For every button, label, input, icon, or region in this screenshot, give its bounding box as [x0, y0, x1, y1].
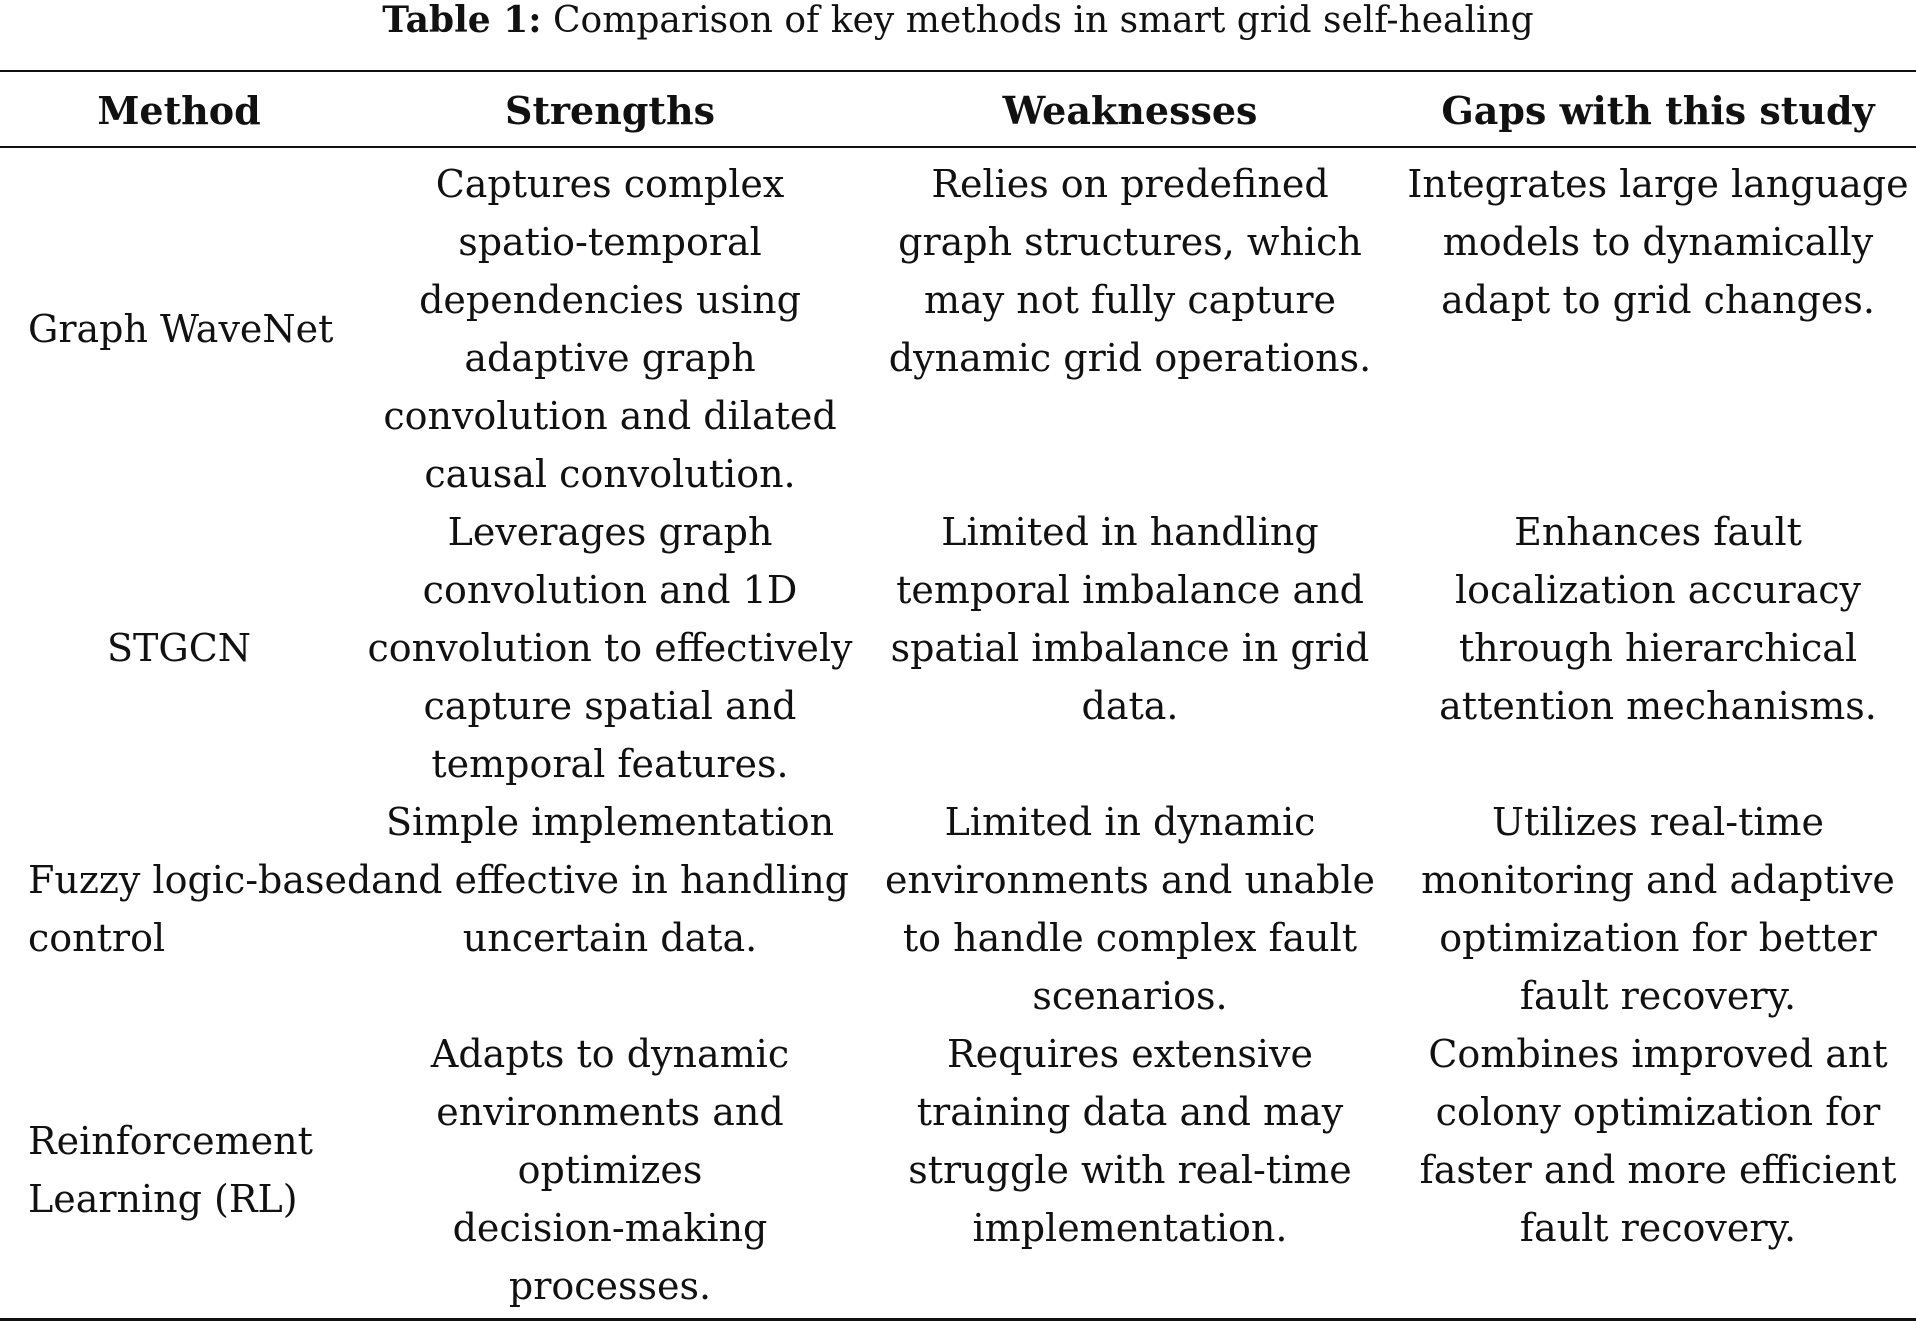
cell-line: adaptive graph: [464, 336, 756, 380]
cell-line: Combines improved ant: [1428, 1032, 1888, 1076]
cell-line: adapt to grid changes.: [1441, 278, 1875, 322]
cell-weaknesses: [870, 793, 1390, 1025]
cell-gaps: [1400, 1025, 1916, 1257]
cell-line: spatio-temporal: [458, 220, 762, 264]
cell-line: implementation.: [972, 1206, 1288, 1250]
cell-line: temporal imbalance and: [896, 568, 1364, 612]
cell-line: Fuzzy logic-based: [28, 858, 372, 902]
cell-line: Captures complex: [435, 162, 785, 206]
cell-line: Reinforcement: [28, 1119, 313, 1163]
cell-line: environments and: [436, 1090, 784, 1134]
cell-line: convolution and dilated: [383, 394, 837, 438]
cell-line: graph structures, which: [898, 220, 1362, 264]
cell-strengths: [360, 1025, 860, 1315]
cell-line: fault recovery.: [1519, 1206, 1797, 1250]
cell-line: Relies on predefined: [931, 162, 1329, 206]
cell-line: may not fully capture: [924, 278, 1336, 322]
cell-line: causal convolution.: [424, 452, 796, 496]
cell-line: Simple implementation: [385, 800, 835, 844]
table-caption-label: Table 1:: [382, 0, 542, 41]
cell-line: Requires extensive: [946, 1032, 1314, 1076]
cell-line: Integrates large language: [1407, 162, 1909, 206]
cell-line: Limited in dynamic: [944, 800, 1316, 844]
cell-line: training data and may: [916, 1090, 1344, 1134]
cell-method: [28, 851, 372, 967]
cell-line: colony optimization for: [1435, 1090, 1881, 1134]
cell-line: localization accuracy: [1454, 568, 1862, 612]
cell-line: Limited in handling: [941, 510, 1319, 554]
cell-line: dynamic grid operations.: [888, 336, 1372, 380]
cell-line: to handle complex fault: [902, 916, 1358, 960]
cell-line: Enhances fault: [1514, 510, 1802, 554]
header-weaknesses: Weaknesses: [1002, 88, 1258, 133]
cell-line: optimization for better: [1439, 916, 1877, 960]
cell-line: optimizes: [517, 1148, 703, 1192]
cell-line: dependencies using: [419, 278, 801, 322]
cell-method: [28, 300, 358, 358]
cell-strengths: [360, 793, 860, 967]
cell-line: data.: [1081, 684, 1179, 728]
table-header-rule: [0, 146, 1916, 148]
cell-line: Utilizes real-time: [1491, 800, 1825, 844]
cell-line: Graph WaveNet: [28, 307, 334, 351]
cell-line: capture spatial and: [423, 684, 797, 728]
cell-strengths: [360, 155, 860, 503]
cell-line: STGCN: [106, 626, 252, 670]
header-strengths: Strengths: [505, 88, 715, 133]
header-gaps: Gaps with this study: [1441, 88, 1875, 133]
cell-line: faster and more efficient: [1419, 1148, 1897, 1192]
cell-line: models to dynamically: [1442, 220, 1874, 264]
cell-line: convolution to effectively: [367, 626, 853, 670]
cell-line: fault recovery.: [1519, 974, 1797, 1018]
cell-gaps: [1400, 503, 1916, 735]
cell-weaknesses: [870, 1025, 1390, 1257]
cell-weaknesses: [870, 503, 1390, 735]
cell-strengths: [360, 503, 860, 793]
table-bottom-rule: [0, 1318, 1916, 1321]
table-caption-text: Comparison of key methods in smart grid self-healing: [541, 0, 1534, 41]
cell-line: decision-making: [452, 1206, 768, 1250]
cell-line: control: [28, 916, 166, 960]
cell-line: convolution and 1D: [422, 568, 798, 612]
cell-line: through hierarchical: [1458, 626, 1858, 670]
cell-line: Leverages graph: [447, 510, 773, 554]
cell-gaps: [1400, 793, 1916, 1025]
cell-line: attention mechanisms.: [1439, 684, 1877, 728]
cell-line: struggle with real-time: [908, 1148, 1352, 1192]
cell-line: and effective in handling: [371, 858, 849, 902]
cell-weaknesses: [870, 155, 1390, 387]
cell-line: uncertain data.: [462, 916, 758, 960]
cell-line: scenarios.: [1032, 974, 1228, 1018]
cell-method: [0, 619, 358, 677]
cell-line: environments and unable: [884, 858, 1376, 902]
cell-gaps: [1400, 155, 1916, 329]
cell-line: monitoring and adaptive: [1421, 858, 1895, 902]
cell-method: [28, 1112, 358, 1228]
cell-line: Adapts to dynamic: [430, 1032, 790, 1076]
cell-line: Learning (RL): [28, 1177, 298, 1221]
cell-line: temporal features.: [431, 742, 789, 786]
header-method: Method: [97, 88, 261, 133]
cell-line: spatial imbalance in grid: [890, 626, 1370, 670]
table-caption: [0, 0, 1916, 44]
table-top-rule: [0, 70, 1916, 72]
cell-line: processes.: [508, 1264, 712, 1308]
